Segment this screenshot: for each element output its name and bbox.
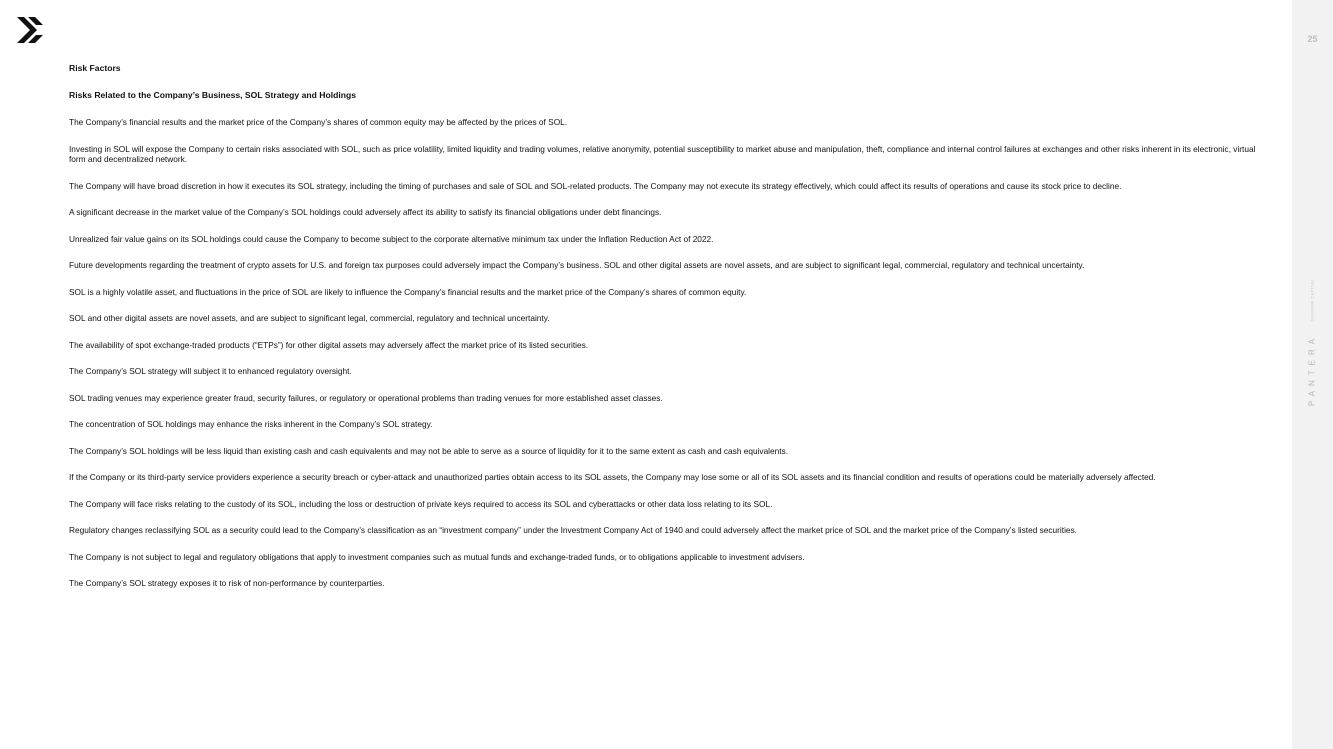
risk-paragraph: The Company’s SOL strategy will subject it to enhanced regulatory oversight. [69,366,352,376]
risk-paragraph: SOL trading venues may experience greater fraud, security failures, or regulatory or operational problems than trading venues for more established asset classes. [69,392,663,403]
risk-paragraph: If the Company or its third-party service providers experience a security breach or cyber-attack and unauthorized parties obtain access to its SOL assets, the Company may lose some or all of its SOL assets and its financial condition and results of operations could be materially adversely affected. [69,472,1156,482]
subsection-title: Risks Related to the Company’s Business, SOL Strategy and Holdings [69,90,357,100]
document-body [69,63,1269,605]
section-title: Risk Factors [69,63,121,73]
risk-paragraph: The concentration of SOL holdings may enhance the risks inherent in the Company’s SOL strategy. [69,419,433,429]
risk-paragraph: Investing in SOL will expose the Company to certain risks associated with SOL, such as price volatility, limited liquidity and trading volumes, relative anonymity, potential susceptibility to market abuse and manipulation, theft, compliance and internal control failures at exchanges and other risks inherent in its electronic, virtual form and decentralized network. [69,143,1256,164]
risk-paragraph: Unrealized fair value gains on its SOL holdings could cause the Company to become subject to the corporate alternative minimum tax under the Inflation Reduction Act of 2022. [69,233,714,244]
logo-icon [16,16,44,44]
risk-paragraph: The Company’s financial results and the market price of the Company’s shares of common equity may be affected by the prices of SOL. [69,117,568,127]
risk-paragraph: SOL and other digital assets are novel assets, and are subject to significant legal, commercial, regulatory and technical uncertainty. [69,313,550,323]
risk-paragraph: The availability of spot exchange-traded products (“ETPs”) for other digital assets may adversely affect the market price of its listed securities. [69,339,589,350]
risk-paragraph: The Company will face risks relating to the custody of its SOL, including the loss or destruction of private keys required to access its SOL and cyberattacks or other data loss relating to its SOL. [69,498,773,509]
risk-paragraph: Future developments regarding the treatment of crypto assets for U.S. and foreign tax purposes could adversely impact the Company’s business. SOL and other digital assets are novel assets, and are subject to significant legal, commercial, regulatory and technical uncertainty. [69,260,1085,270]
brand-sub-text: SUMMER CAPITAL [1309,278,1315,322]
risk-paragraph: A significant decrease in the market value of the Company’s SOL holdings could adversely affect its ability to satisfy its financial obligations under debt financings. [69,207,662,217]
page-number: 25 [1307,34,1318,44]
risk-paragraph: The Company’s SOL holdings will be less liquid than existing cash and cash equivalents and may not be able to serve as a source of liquidity for it to the same extent as cash and cash equivalents. [69,445,789,456]
risk-paragraph: The Company will have broad discretion in how it executes its SOL strategy, including the timing of purchases and sale of SOL and SOL-related products. The Company may not execute its strategy effectively, which could affect its results of operations and cause its stock price to decline. [69,180,1122,191]
risk-paragraph: SOL is a highly volatile asset, and fluctuations in the price of SOL are likely to influence the Company’s financial results and the market price of the Company’s shares of common equity. [69,286,747,297]
risk-paragraph: Regulatory changes reclassifying SOL as a security could lead to the Company’s classification as an “investment company” under the Investment Company Act of 1940 and could adversely affect the market price of SOL and the market price of the Company’s listed securities. [69,525,1077,535]
risk-paragraph: The Company’s SOL strategy exposes it to risk of non-performance by counterparties. [69,578,385,588]
risk-paragraph: The Company is not subject to legal and regulatory obligations that apply to investment companies such as mutual funds and exchange-traded funds, or to obligations applicable to investment advisers. [69,551,805,562]
brand-vertical-text: PANTERA [1307,333,1317,407]
vertical-brand [1300,280,1324,470]
